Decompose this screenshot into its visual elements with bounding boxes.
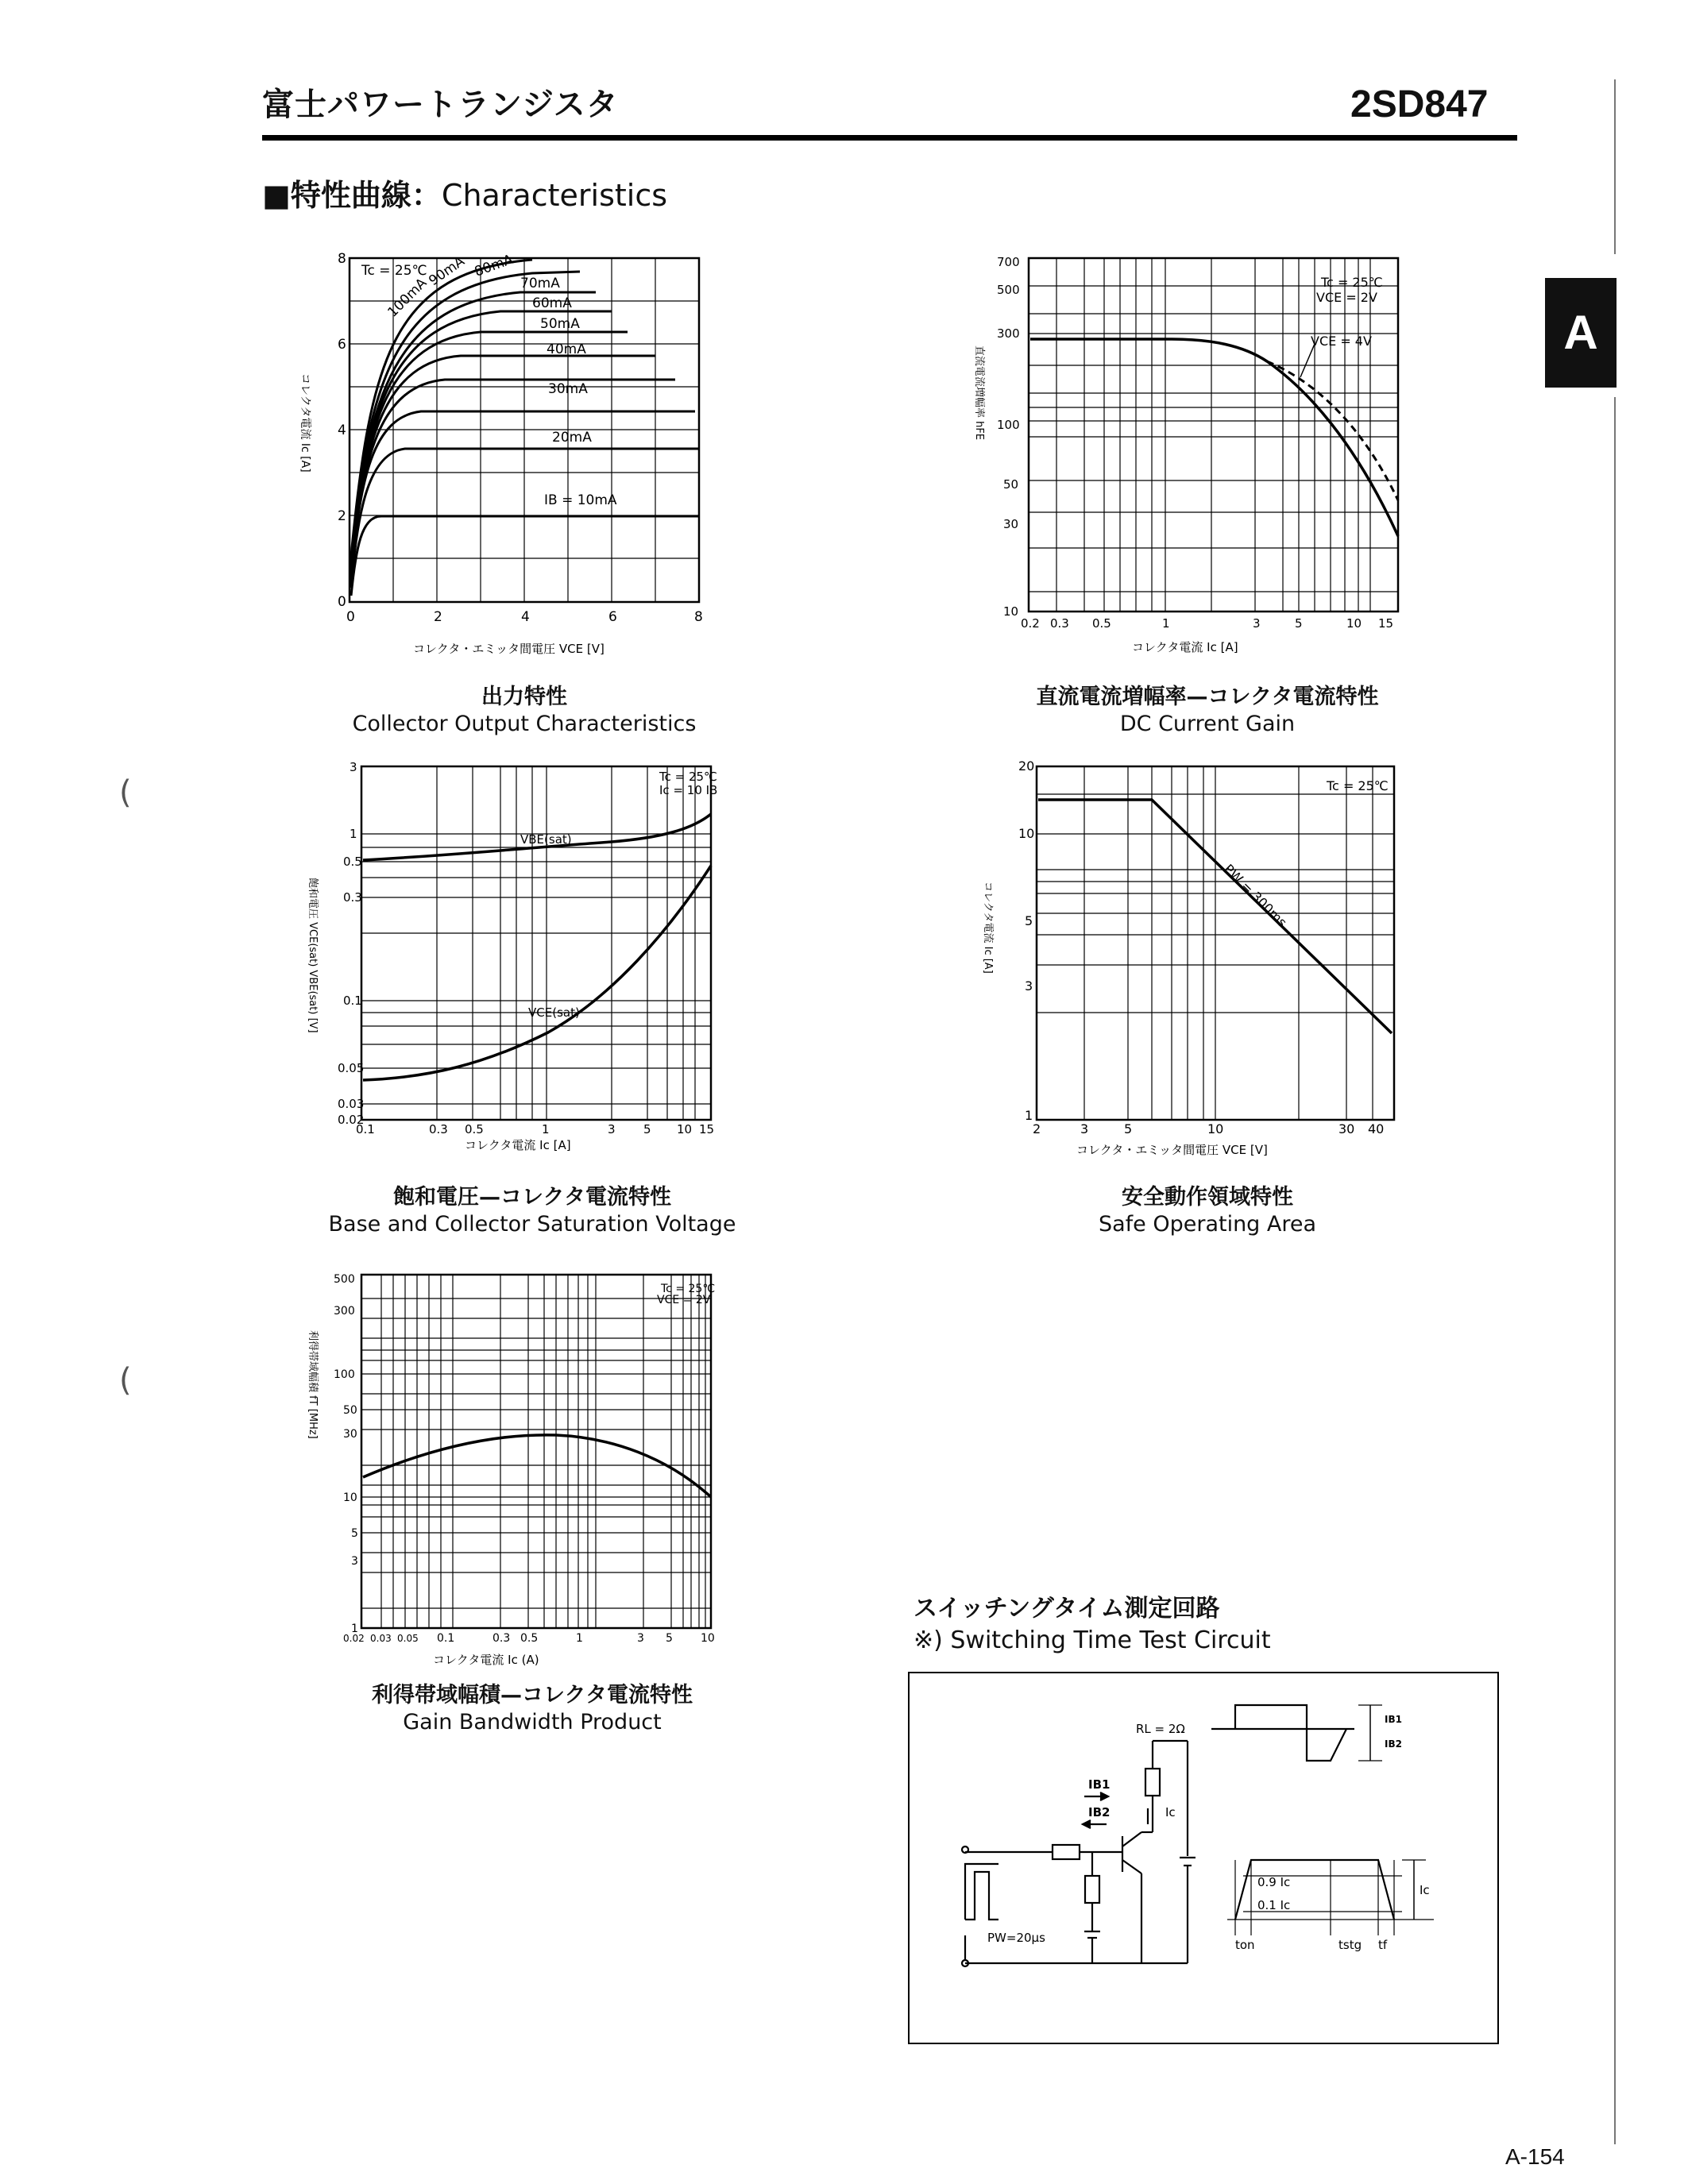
x-tick: 0.3 (492, 1632, 511, 1645)
y-tick: 100 (997, 418, 1020, 432)
y-axis-label: 利得帯域幅積 fT [MHz] (307, 1330, 319, 1439)
safe-operating-area-chart (977, 758, 1422, 1171)
output-characteristics-chart (294, 246, 739, 675)
x-tick: 3 (1080, 1121, 1089, 1136)
y-tick: 5 (351, 1527, 358, 1540)
curve-label: 80mA (472, 251, 516, 280)
section-title (262, 171, 667, 214)
dc-current-gain-chart (973, 250, 1418, 663)
curve-label: 20mA (552, 430, 592, 446)
tf-label: tf (1378, 1938, 1388, 1952)
curve-label: 40mA (547, 341, 586, 357)
x-tick: 0.5 (1092, 616, 1111, 631)
circuit-diagram (910, 1673, 1497, 2043)
y-tick: 30 (1003, 517, 1019, 531)
x-tick: 8 (694, 609, 703, 625)
x-tick: 0.1 (437, 1632, 455, 1645)
page-number: A-154 (1505, 2144, 1565, 2169)
y-tick: 2 (338, 508, 346, 524)
y-tick: 10 (1018, 826, 1035, 841)
x-axis-label: コレクタ電流 Ic (A) (433, 1653, 539, 1667)
y-tick: 0.5 (343, 855, 362, 869)
caption-saturation (278, 1179, 786, 1237)
x-tick: 3 (1253, 616, 1261, 631)
y-tick: 3 (351, 1555, 358, 1568)
x-tick: 0.2 (1021, 616, 1040, 631)
x-tick: 40 (1368, 1121, 1385, 1136)
y-tick: 300 (334, 1305, 355, 1318)
tstg-label: tstg (1338, 1938, 1362, 1952)
x-tick: 10 (701, 1632, 715, 1645)
x-tick: 10 (1207, 1121, 1224, 1136)
cond-label: Tc = 25℃ (659, 770, 717, 784)
x-tick: 1 (1162, 616, 1170, 631)
x-tick: 15 (1378, 616, 1394, 631)
x-tick: 0.05 (397, 1633, 419, 1644)
cond-label: Tc = 25℃ (361, 263, 427, 279)
curve-label: 100mA (384, 275, 431, 321)
y-tick: 500 (997, 283, 1020, 297)
x-tick: 1 (542, 1122, 550, 1136)
caption-gain-bw (278, 1677, 786, 1734)
x-axis-label: コレクタ電流 Ic [A] (465, 1138, 571, 1152)
x-tick: 3 (608, 1122, 616, 1136)
caption-soa (961, 1179, 1454, 1237)
x-tick: 5 (1295, 616, 1303, 631)
caption-output (278, 679, 771, 736)
cond-label: VCE = 2V (657, 1294, 711, 1306)
curve-label: 30mA (548, 381, 588, 397)
y-tick: 0 (338, 594, 346, 610)
caption-en: Collector Output Characteristics (352, 712, 697, 736)
x-tick: 0.5 (520, 1632, 539, 1645)
margin-mark: ( (119, 774, 132, 811)
x-axis-label: コレクタ電流 Ic [A] (1132, 640, 1238, 654)
y-tick: 10 (1003, 604, 1019, 619)
ib2-wave-label: IB2 (1385, 1738, 1402, 1750)
caption-dc-gain (953, 679, 1462, 736)
y-tick: 4 (338, 423, 346, 438)
y-tick: 3 (350, 760, 357, 774)
y-tick: 8 (338, 251, 346, 267)
y-tick: 0.05 (338, 1061, 365, 1075)
x-tick: 15 (699, 1122, 715, 1136)
x-tick: 2 (434, 609, 442, 625)
x-tick: 10 (1346, 616, 1362, 631)
circuit-title-jp: スイッチングタイム測定回路 (914, 1595, 1220, 1623)
x-tick: 4 (521, 609, 530, 625)
y-tick: 30 (343, 1428, 357, 1441)
x-tick: 6 (608, 609, 617, 625)
y-axis-label: コレクタ電流 Ic [A] (982, 882, 994, 974)
y-tick: 1 (351, 1623, 358, 1635)
ic-label: Ic (1165, 1805, 1176, 1819)
y-tick: 6 (338, 337, 346, 353)
x-tick: 0.03 (370, 1633, 392, 1644)
cond-label: VCE = 2V (1316, 290, 1377, 305)
curve-label: IB = 10mA (544, 492, 617, 508)
y-tick: 3 (1025, 978, 1033, 994)
circuit-box (908, 1672, 1499, 2044)
caption-en: Base and Collector Saturation Voltage (328, 1212, 736, 1237)
x-axis-label: コレクタ・エミッタ間電圧 VCE [V] (1076, 1143, 1268, 1157)
rl-label: RL = 2Ω (1136, 1722, 1185, 1736)
x-tick: 0.02 (343, 1633, 365, 1644)
caption-jp: 直流電流増幅率—コレクタ電流特性 (1036, 685, 1379, 709)
y-tick: 0.02 (338, 1113, 365, 1127)
ton-label: ton (1235, 1938, 1255, 1952)
margin-mark: ( (119, 1362, 132, 1399)
x-tick: 5 (1124, 1121, 1133, 1136)
header-rule (262, 135, 1517, 141)
side-tab: A (1545, 278, 1617, 388)
ic-wave-label: Ic (1420, 1883, 1430, 1897)
y-tick: 0.3 (343, 890, 362, 905)
circuit-title-en: ※) Switching Time Test Circuit (914, 1626, 1271, 1654)
margin-line (1614, 397, 1616, 2144)
x-tick: 5 (643, 1122, 651, 1136)
y-axis-label: 直流電流増幅率 hFE (973, 345, 985, 441)
x-tick: 0 (346, 609, 355, 625)
x-tick: 5 (666, 1632, 673, 1645)
curve-label: 90mA (426, 253, 468, 290)
ib2-label: IB2 (1088, 1805, 1111, 1819)
gain-bandwidth-chart (294, 1267, 739, 1672)
y-tick: 100 (334, 1368, 355, 1381)
x-tick: 2 (1033, 1121, 1041, 1136)
x-tick: 3 (637, 1632, 644, 1645)
caption-jp: 出力特性 (481, 685, 567, 709)
cond-label: Tc = 25℃ (1327, 778, 1389, 793)
ib1-label: IB1 (1088, 1777, 1111, 1792)
y-tick: 50 (343, 1404, 357, 1417)
y-tick: 0.03 (338, 1097, 365, 1111)
caption-en: Safe Operating Area (1098, 1212, 1317, 1237)
y-tick: 1 (350, 827, 357, 841)
curve-label: 50mA (540, 316, 580, 332)
header-title-jp: 富士パワートランジスタ (262, 87, 619, 123)
curve-label: 70mA (520, 276, 560, 291)
x-axis-label: コレクタ・エミッタ間電圧 VCE [V] (413, 642, 605, 656)
y-tick: 5 (1025, 913, 1033, 928)
x-tick: 30 (1338, 1121, 1355, 1136)
x-tick: 0.3 (1050, 616, 1069, 631)
ib1-wave-label: IB1 (1385, 1714, 1402, 1725)
y-tick: 10 (343, 1491, 357, 1504)
caption-en: DC Current Gain (1119, 712, 1296, 736)
margin-line (1614, 79, 1616, 254)
cond-label: Tc = 25℃ (1321, 275, 1383, 290)
lvl90-label: 0.9 Ic (1257, 1875, 1291, 1889)
part-number: 2SD847 (1350, 83, 1489, 125)
section-title-en: Characteristics (441, 178, 668, 213)
y-axis-label: コレクタ電流 Ic [A] (299, 373, 311, 473)
x-tick: 0.5 (465, 1122, 484, 1136)
x-tick: 0.1 (356, 1122, 375, 1136)
saturation-voltage-chart (294, 758, 739, 1171)
caption-jp: 利得帯域幅積—コレクタ電流特性 (372, 1683, 693, 1707)
y-tick: 1 (1025, 1108, 1033, 1123)
y-tick: 700 (997, 255, 1020, 269)
series-label: VCE = 4V (1311, 334, 1372, 349)
lvl10-label: 0.1 Ic (1257, 1898, 1291, 1912)
caption-en: Gain Bandwidth Product (403, 1710, 662, 1734)
caption-jp: 飽和電圧—コレクタ電流特性 (393, 1185, 671, 1210)
y-axis-label: 飽和電圧 VCE(sat) VBE(sat) [V] (307, 878, 319, 1033)
y-tick: 20 (1018, 758, 1035, 774)
section-mark: ■特性曲線： (262, 178, 442, 213)
x-tick: 0.3 (429, 1122, 448, 1136)
caption-jp: 安全動作領域特性 (1122, 1185, 1293, 1210)
x-tick: 1 (576, 1632, 583, 1645)
y-tick: 500 (334, 1273, 355, 1286)
pw-label: PW=20μs (987, 1931, 1045, 1945)
y-tick: 0.1 (343, 994, 362, 1008)
y-tick: 300 (997, 326, 1020, 341)
y-tick: 50 (1003, 477, 1019, 492)
curve-label: 60mA (532, 295, 572, 311)
cond-label: Tc = 25℃ (661, 1283, 716, 1295)
series-label: VCE(sat) (528, 1005, 580, 1020)
pw-label: PW = 300ms (1221, 861, 1290, 931)
series-label: VBE(sat) (520, 832, 572, 847)
x-tick: 10 (677, 1122, 693, 1136)
cond-label: Ic = 10 IB (659, 783, 718, 797)
